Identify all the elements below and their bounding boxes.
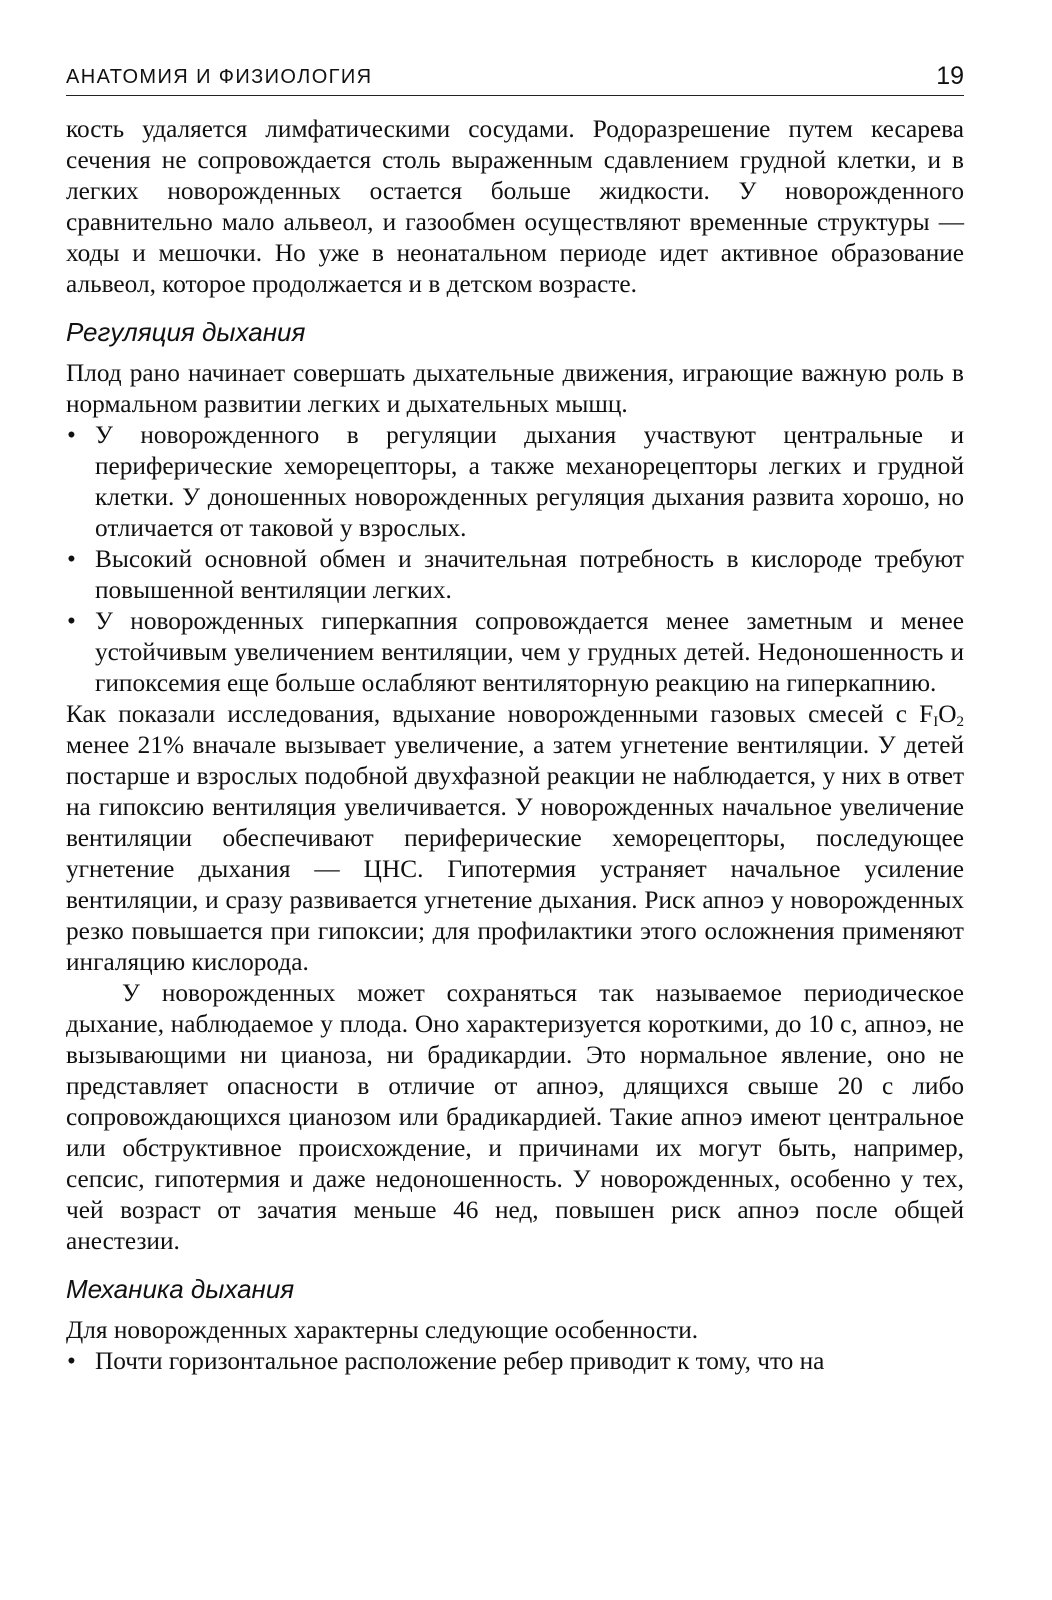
- section-heading-breathing-mechanics: Механика дыхания: [66, 1274, 295, 1304]
- bullet-item: • У новорожденных гиперкапния сопровождается менее заметным и менее устойчивым увеличением вентиляции, чем у грудных детей. Недоношенность и гипоксемия еще больше ослабляют вентиляторную реакцию на гиперкапнию.: [66, 606, 964, 699]
- bullet-item: • Высокий основной обмен и значительная потребность в кислороде требуют повышенной вентиляции легких.: [66, 544, 964, 606]
- paragraph-periodic-breathing: У новорожденных может сохраняться так называемое периодическое дыхание, наблюдаемое у плода. Оно характеризуется короткими, до 10 с, апноэ, не вызывающими ни цианоза, ни брадикардии. Это нормальное явление, оно не представляет опасности в отличие от апноэ, длящихся свыше 20 с либо сопровождающихся цианозом или брадикардией. Такие апноэ имеют центральное или обструктивное происхождение, и причинами их могут быть, например, сепсис, гипотермия и даже недоношенность. У новорожденных, особенно у тех, чей возраст от зачатия меньше 46 нед, повышен риск апноэ после общей анестезии.: [66, 979, 964, 1255]
- paragraph-hypoxia-response: [66, 699, 964, 978]
- header-rule: [66, 95, 964, 96]
- paragraph-text: O: [938, 700, 957, 728]
- section-heading-breathing-regulation: Регуляция дыхания: [66, 317, 306, 347]
- paragraph-fetal-breathing: Плод рано начинает совершать дыхательные движения, играющие важную роль в нормальном развитии легких и дыхательных мышц.: [66, 359, 964, 418]
- bullet-list-mechanics: [66, 1346, 964, 1377]
- running-title: АНАТОМИЯ И ФИЗИОЛОГИЯ: [66, 66, 373, 88]
- running-header: [66, 64, 964, 98]
- page-body: [66, 114, 964, 1377]
- paragraph-text: Как показали исследования, вдыхание новорожденными газовых смесей с F: [66, 700, 934, 728]
- page-number: 19: [936, 62, 964, 90]
- paragraph-mechanics-intro: Для новорожденных характерны следующие особенности.: [66, 1316, 699, 1344]
- subscript: 2: [956, 714, 964, 730]
- subscript: I: [933, 714, 939, 730]
- paragraph-text: менее 21% вначале вызывает увеличение, а затем угнетение вентиляции. У детей постарше и взрослых подобной двухфазной реакции не наблюдается, у них в ответ на гипоксию вентиляция увеличивается. У новорожденных начальное увеличение вентиляции обеспечивают периферические хеморецепторы, последующее угнетение дыхания — ЦНС. Гипотермия устраняет начальное усиление вентиляции, и сразу развивается угнетение дыхания. Риск апноэ у новорожденных резко повышается при гипоксии; для профилактики этого осложнения применяют ингаляцию кислорода.: [66, 731, 964, 976]
- paragraph-continued: кость удаляется лимфатическими сосудами. Родоразрешение путем кесарева сечения не сопровождается столь выраженным сдавлением грудной клетки, и в легких новорожденных остается больше жидкости. У новорожденного сравнительно мало альвеол, и газообмен осуществляют временные структуры — ходы и мешочки. Но уже в неонатальном периоде идет активное образование альвеол, которое продолжается и в детском возрасте.: [66, 115, 964, 298]
- bullet-item: • Почти горизонтальное расположение ребер приводит к тому, что на: [66, 1346, 964, 1377]
- bullet-item: • У новорожденного в регуляции дыхания участвуют центральные и периферические хеморецепторы, а также механорецепторы легких и грудной клетки. У доношенных новорожденных регуляция дыхания развита хорошо, но отличается от таковой у взрослых.: [66, 420, 964, 544]
- bullet-list-regulation: [66, 420, 964, 699]
